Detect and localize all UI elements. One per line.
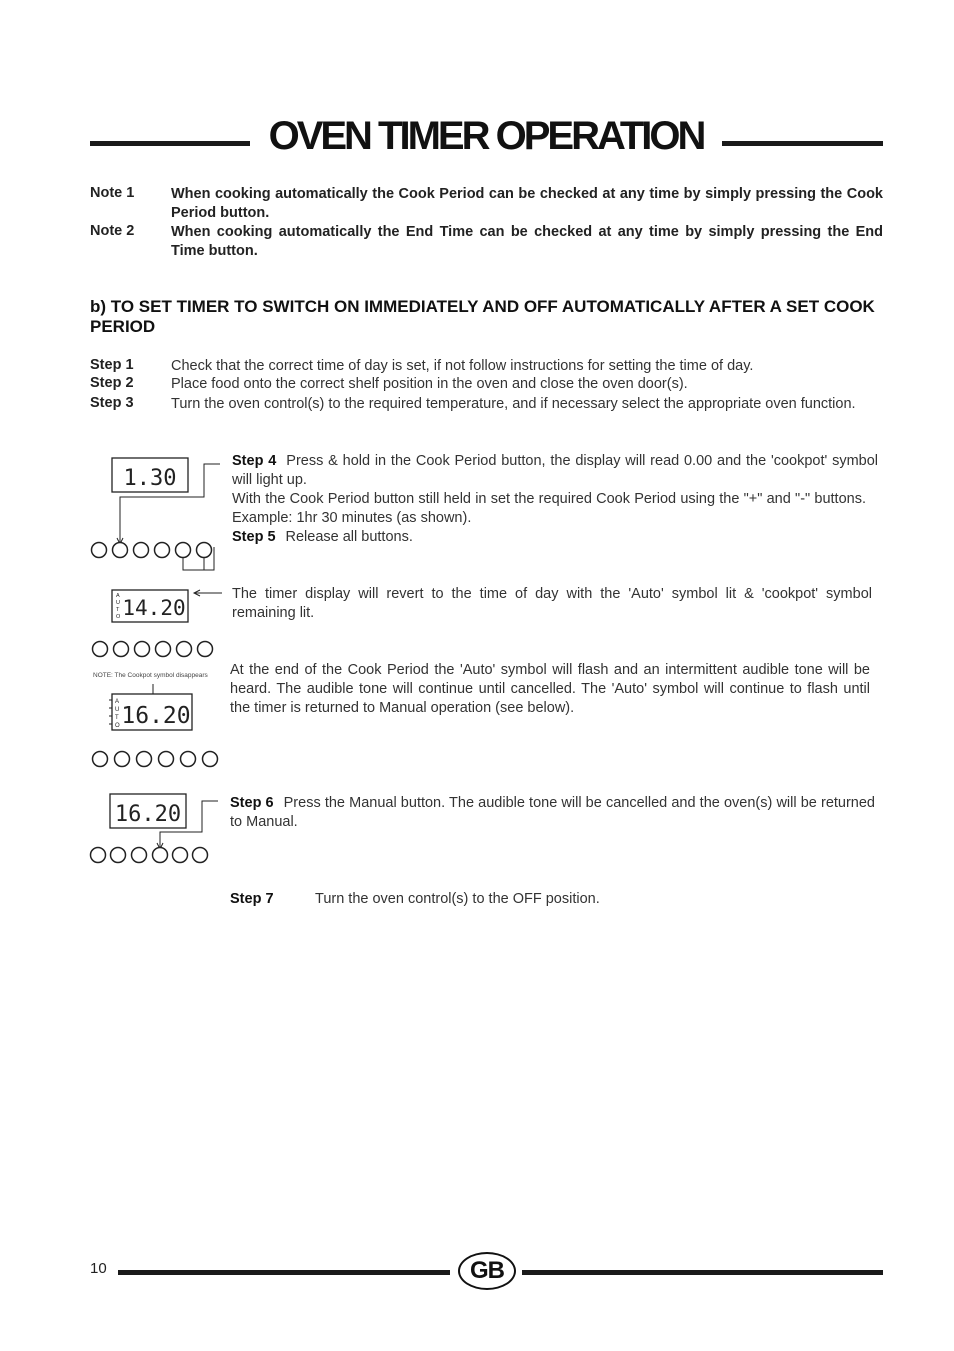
button-row <box>93 752 218 767</box>
auto-symbol: O <box>115 723 120 729</box>
timer-button <box>114 642 129 657</box>
timer-button <box>93 642 108 657</box>
timer-button-minus <box>176 543 191 558</box>
auto-symbol: A <box>115 699 120 705</box>
auto-symbol: A <box>116 593 120 599</box>
timer-button <box>177 642 192 657</box>
footer-rule-right <box>522 1270 883 1275</box>
step-7-text: Turn the oven control(s) to the OFF position. <box>315 891 600 907</box>
page-number: 10 <box>90 1260 107 1277</box>
timer-button-cook-period <box>113 543 128 558</box>
timer-button-manual <box>153 848 168 863</box>
timer-button <box>198 642 213 657</box>
lcd-value: 16.20 <box>121 703 191 729</box>
timer-button <box>92 543 107 558</box>
auto-symbol: T <box>115 715 119 721</box>
timer-diagram-manual <box>88 792 228 867</box>
note-1-label: Note 1 <box>90 185 135 201</box>
timer-button <box>159 752 174 767</box>
timer-button <box>91 848 106 863</box>
note-2-label: Note 2 <box>90 223 135 239</box>
timer-diagram-step4 <box>88 452 228 574</box>
step-7-label: Step 7 <box>230 891 274 907</box>
section-heading: b) TO SET TIMER TO SWITCH ON IMMEDIATELY AND OFF AUTOMATICALLY AFTER A SET COOK PERIOD <box>90 297 875 336</box>
auto-symbol: O <box>116 614 121 620</box>
timer-button <box>155 543 170 558</box>
timer-button <box>156 642 171 657</box>
step-2-label: Step 2 <box>90 375 134 391</box>
title-rule-right <box>722 141 883 146</box>
timer-button <box>203 752 218 767</box>
auto-symbol: U <box>116 600 120 606</box>
auto-symbol: T <box>116 607 120 613</box>
timer-button <box>115 752 130 767</box>
step-6-paragraph <box>230 794 875 832</box>
step-6-text: Press the Manual button. The audible tone will be cancelled and the oven(s) will be returned to Manual. <box>230 795 875 830</box>
timer-button <box>111 848 126 863</box>
step-1-label: Step 1 <box>90 357 134 373</box>
lcd-value: 1.30 <box>123 466 177 491</box>
cookpot-note: NOTE: The Cookpot symbol disappears <box>93 672 208 679</box>
timer-button <box>135 642 150 657</box>
timer-button <box>181 752 196 767</box>
lcd-value: 14.20 <box>122 596 186 620</box>
gb-badge: GB <box>458 1252 516 1290</box>
step-5-text: Release all buttons. <box>285 529 413 545</box>
step-6-label: Step 6 <box>230 795 274 811</box>
step-4-paragraph <box>232 452 878 490</box>
timer-diagram-flashing <box>88 682 228 772</box>
step-3-label: Step 3 <box>90 395 134 411</box>
step-5-paragraph <box>232 528 878 547</box>
button-row <box>91 848 208 863</box>
timer-diagram-auto <box>88 588 228 663</box>
timer-button <box>137 752 152 767</box>
button-row <box>92 543 212 558</box>
revert-paragraph: The timer display will revert to the time of day with the 'Auto' symbol lit & 'cookpot' symbol remaining lit. <box>232 586 872 621</box>
footer-rule-left <box>118 1270 450 1275</box>
title-rule-left <box>90 141 250 146</box>
timer-button <box>93 752 108 767</box>
note-1-text: When cooking automatically the Cook Period can be checked at any time by simply pressing the Cook Period button. <box>171 186 883 221</box>
button-row <box>93 642 213 657</box>
step-4-label: Step 4 <box>232 453 277 469</box>
page-title: OVEN TIMER OPERATION <box>268 114 704 158</box>
step-5-label: Step 5 <box>232 529 276 545</box>
step-1-text: Check that the correct time of day is set, if not follow instructions for setting the time of day. <box>171 358 754 374</box>
timer-button <box>193 848 208 863</box>
step-4-continued: With the Cook Period button still held in set the required Cook Period using the "+" and "-" buttons. Example: 1hr 30 minutes (as shown). <box>232 491 866 526</box>
step-4-text: Press & hold in the Cook Period button, the display will read 0.00 and the 'cookpot' symbol will light up. <box>232 453 879 488</box>
lcd-value: 16.20 <box>114 802 182 827</box>
step-3-text: Turn the oven control(s) to the required temperature, and if necessary select the appropriate oven function. <box>171 396 856 412</box>
timer-button <box>132 848 147 863</box>
timer-button <box>173 848 188 863</box>
note-2-text: When cooking automatically the End Time can be checked at any time by simply pressing the End Time button. <box>171 224 883 259</box>
auto-symbol: U <box>115 707 120 713</box>
step-2-text: Place food onto the correct shelf position in the oven and close the oven door(s). <box>171 376 688 392</box>
timer-button-plus <box>197 543 212 558</box>
end-of-cook-paragraph: At the end of the Cook Period the 'Auto' symbol will flash and an intermittent audible tone will be heard. The audible tone will continue until cancelled. The 'Auto' symbol will continue to flash until the timer is returned to Manual operation (see below). <box>230 662 870 716</box>
timer-button <box>134 543 149 558</box>
